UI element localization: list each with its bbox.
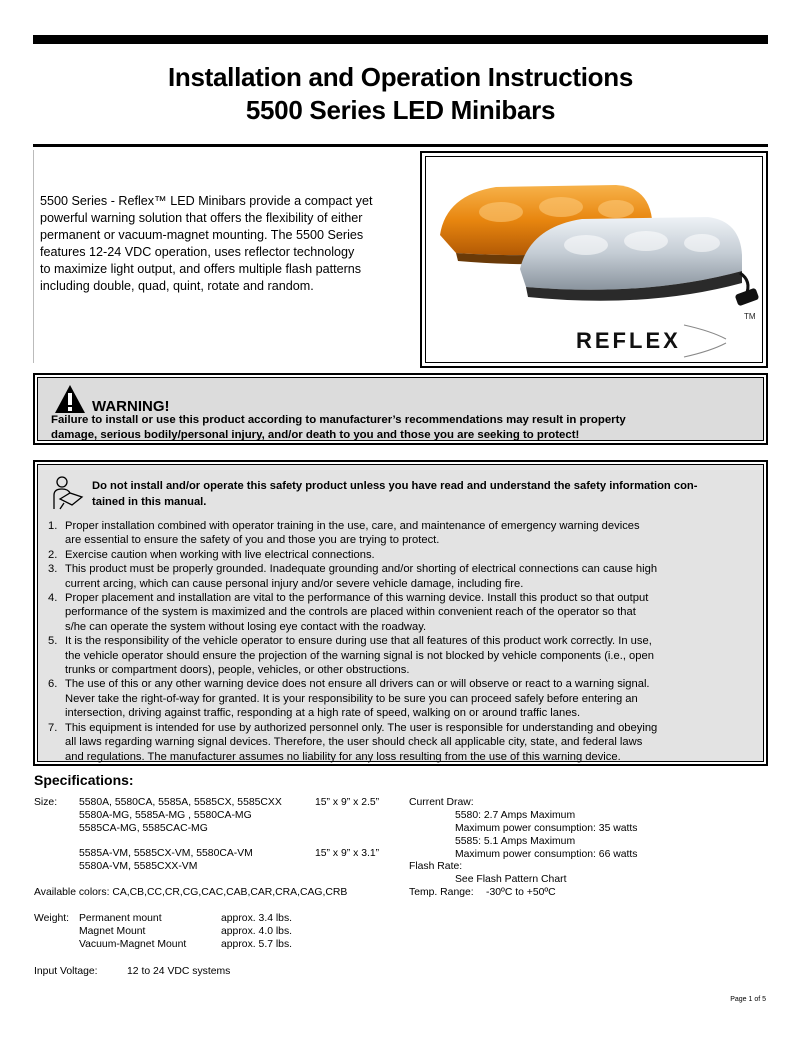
current-draw-label: Current Draw: bbox=[409, 797, 474, 808]
item-line: are essential to ensure the safety of you and those you are trying to protect. bbox=[65, 534, 440, 547]
safety-heading-line: tained in this manual. bbox=[92, 496, 207, 508]
weight-value: approx. 5.7 lbs. bbox=[221, 939, 293, 950]
weight-value: approx. 3.4 lbs. bbox=[221, 913, 293, 924]
weight-values bbox=[221, 912, 292, 951]
input-voltage-value: 12 to 24 VDC systems bbox=[127, 966, 231, 977]
model-line: 5580A-VM, 5585CXX-VM bbox=[79, 861, 198, 872]
temp-range-value: -30ºC to +50ºC bbox=[486, 887, 556, 898]
specifications-title: Specifications: bbox=[34, 772, 134, 788]
intro-line: powerful warning solution that offers the flexibility of either bbox=[40, 211, 363, 225]
item-line: current arcing, which can cause personal injury and/or severe vehicle damage, including fire. bbox=[65, 577, 524, 590]
intro-paragraph bbox=[40, 193, 410, 295]
product-image bbox=[425, 156, 763, 363]
item-number: 2. bbox=[48, 548, 58, 561]
item-number: 1. bbox=[48, 520, 58, 532]
flash-rate-label: Flash Rate: bbox=[409, 861, 463, 872]
current-draw-line: Maximum power consumption: 66 watts bbox=[455, 849, 638, 860]
list-item bbox=[46, 519, 758, 548]
item-number: 7. bbox=[48, 721, 58, 734]
warning-line: damage, serious bodily/personal injury, and/or death to you and those you are seeking to protect! bbox=[51, 429, 580, 441]
item-line: s/he can operate the system without losing eye contact with the roadway. bbox=[65, 620, 427, 633]
weight-value: approx. 4.0 lbs. bbox=[221, 926, 293, 937]
safety-heading bbox=[92, 478, 744, 510]
warning-text bbox=[51, 413, 751, 443]
reflex-logo bbox=[576, 312, 756, 357]
intro-line: including double, quad, quint, rotate and random. bbox=[40, 279, 314, 293]
item-line: Exercise caution when working with live electrical connections. bbox=[65, 548, 375, 561]
temp-range-label: Temp. Range: bbox=[409, 887, 474, 898]
page-title: Installation and Operation Instructions bbox=[167, 62, 633, 92]
list-item bbox=[46, 634, 758, 677]
intro-line: permanent or vacuum-magnet mounting. The 5500 Series bbox=[40, 228, 364, 242]
warning-triangle-icon bbox=[54, 384, 86, 414]
weight-mount: Permanent mount bbox=[79, 913, 162, 924]
safety-box bbox=[33, 460, 768, 766]
size-dims-group2: 15” x 9” x 3.1” bbox=[315, 848, 380, 859]
list-item bbox=[46, 677, 758, 720]
item-line: Never take the right-of-way for granted. It is your responsibility to be sure you can proceed safely before entering an bbox=[65, 692, 638, 705]
size-models-group1 bbox=[79, 796, 282, 835]
weight-label: Weight: bbox=[34, 913, 70, 924]
item-line: Proper placement and installation are vital to the performance of this warning device. Install this product so that output bbox=[65, 592, 649, 605]
item-line: intersection, driving against traffic, responding at a high rate of speed, walking on or around traffic lanes. bbox=[65, 707, 581, 720]
weight-mount: Vacuum-Magnet Mount bbox=[79, 939, 187, 950]
trademark-mark: TM bbox=[744, 312, 756, 321]
minibar-illustration bbox=[426, 157, 763, 363]
warning-line: Failure to install or use this product according to manufacturer’s recommendations may result in property bbox=[51, 414, 626, 426]
item-line: The use of this or any other warning device does not ensure all drivers can or will observe or react to a warning signal. bbox=[65, 678, 650, 691]
product-image-frame bbox=[420, 151, 768, 368]
list-item bbox=[46, 721, 758, 764]
intro-line: features 12-24 VDC operation, uses reflector technology bbox=[40, 245, 355, 259]
size-label: Size: bbox=[34, 797, 58, 808]
model-line: 5585A-VM, 5585CX-VM, 5580CA-VM bbox=[79, 848, 253, 859]
item-line: It is the responsibility of the vehicle operator to ensure during use that all features of this product work correctly. In use, bbox=[65, 635, 652, 648]
model-line: 5585CA-MG, 5585CAC-MG bbox=[79, 823, 208, 834]
item-line: trunks or compartment doors), people, vehicles, or other obstructions. bbox=[65, 664, 410, 677]
current-draw-values bbox=[455, 809, 638, 861]
item-line: This product must be properly grounded. Inadequate grounding and/or shorting of electrical connections can cause high bbox=[65, 563, 658, 576]
list-item bbox=[46, 562, 758, 591]
divider bbox=[33, 150, 34, 363]
title-rule bbox=[33, 144, 768, 147]
flash-rate-value: See Flash Pattern Chart bbox=[455, 874, 567, 885]
current-draw-line: 5585: 5.1 Amps Maximum bbox=[455, 836, 576, 847]
intro-line: to maximize light output, and offers multiple flash patterns bbox=[40, 262, 362, 276]
page-subtitle: 5500 Series LED Minibars bbox=[245, 95, 556, 125]
weight-mounts bbox=[79, 912, 186, 951]
item-line: Proper installation combined with operator training in the use, care, and maintenance of emergency warning devices bbox=[65, 520, 640, 532]
item-line: and regulations. The manufacturer assumes no liability for any loss resulting from the use of this warning device. bbox=[65, 750, 621, 763]
warning-box bbox=[33, 373, 768, 445]
top-rule bbox=[33, 35, 768, 44]
current-draw-line: 5580: 2.7 Amps Maximum bbox=[455, 810, 576, 821]
brand-name: REFLEX bbox=[576, 328, 681, 353]
read-manual-icon bbox=[50, 475, 84, 511]
current-draw-line: Maximum power consumption: 35 watts bbox=[455, 823, 638, 834]
item-line: the vehicle operator should ensure the projection of the warning signal is not blocked by vehicle components (i.e., open bbox=[65, 649, 654, 662]
item-number: 3. bbox=[48, 563, 58, 576]
safety-heading-line: Do not install and/or operate this safety product unless you have read and understand the safety information con- bbox=[92, 480, 698, 492]
item-line: This equipment is intended for use by authorized personnel only. The user is responsible for understanding and obeying bbox=[65, 721, 658, 734]
model-line: 5580A, 5580CA, 5585A, 5585CX, 5585CXX bbox=[79, 797, 282, 808]
list-item bbox=[46, 591, 758, 634]
weight-mount: Magnet Mount bbox=[79, 926, 146, 937]
page-number: Page 1 of 5 bbox=[730, 996, 766, 1003]
item-number: 6. bbox=[48, 678, 58, 691]
clear-minibar bbox=[520, 217, 759, 306]
available-colors: Available colors: CA,CB,CC,CR,CG,CAC,CAB,CAR,CRA,CAG,CRB bbox=[34, 887, 348, 898]
size-dims-group1: 15” x 9” x 2.5” bbox=[315, 797, 380, 808]
warning-title: WARNING! bbox=[92, 398, 170, 415]
safety-list bbox=[46, 519, 758, 764]
input-voltage-label: Input Voltage: bbox=[34, 966, 98, 977]
intro-line: 5500 Series - Reflex™ LED Minibars provide a compact yet bbox=[40, 194, 373, 208]
item-line: performance of the system is maximized and the controls are placed within convenient reach of the operator so that bbox=[65, 606, 636, 619]
model-line: 5580A-MG, 5585A-MG , 5580CA-MG bbox=[79, 810, 252, 821]
list-item bbox=[46, 548, 758, 562]
item-line: all laws regarding warning signal devices. Therefore, the user should check all applicable city, state, and federal laws bbox=[65, 736, 643, 749]
size-models-group2 bbox=[79, 847, 253, 873]
item-number: 5. bbox=[48, 635, 58, 648]
item-number: 4. bbox=[48, 592, 58, 605]
